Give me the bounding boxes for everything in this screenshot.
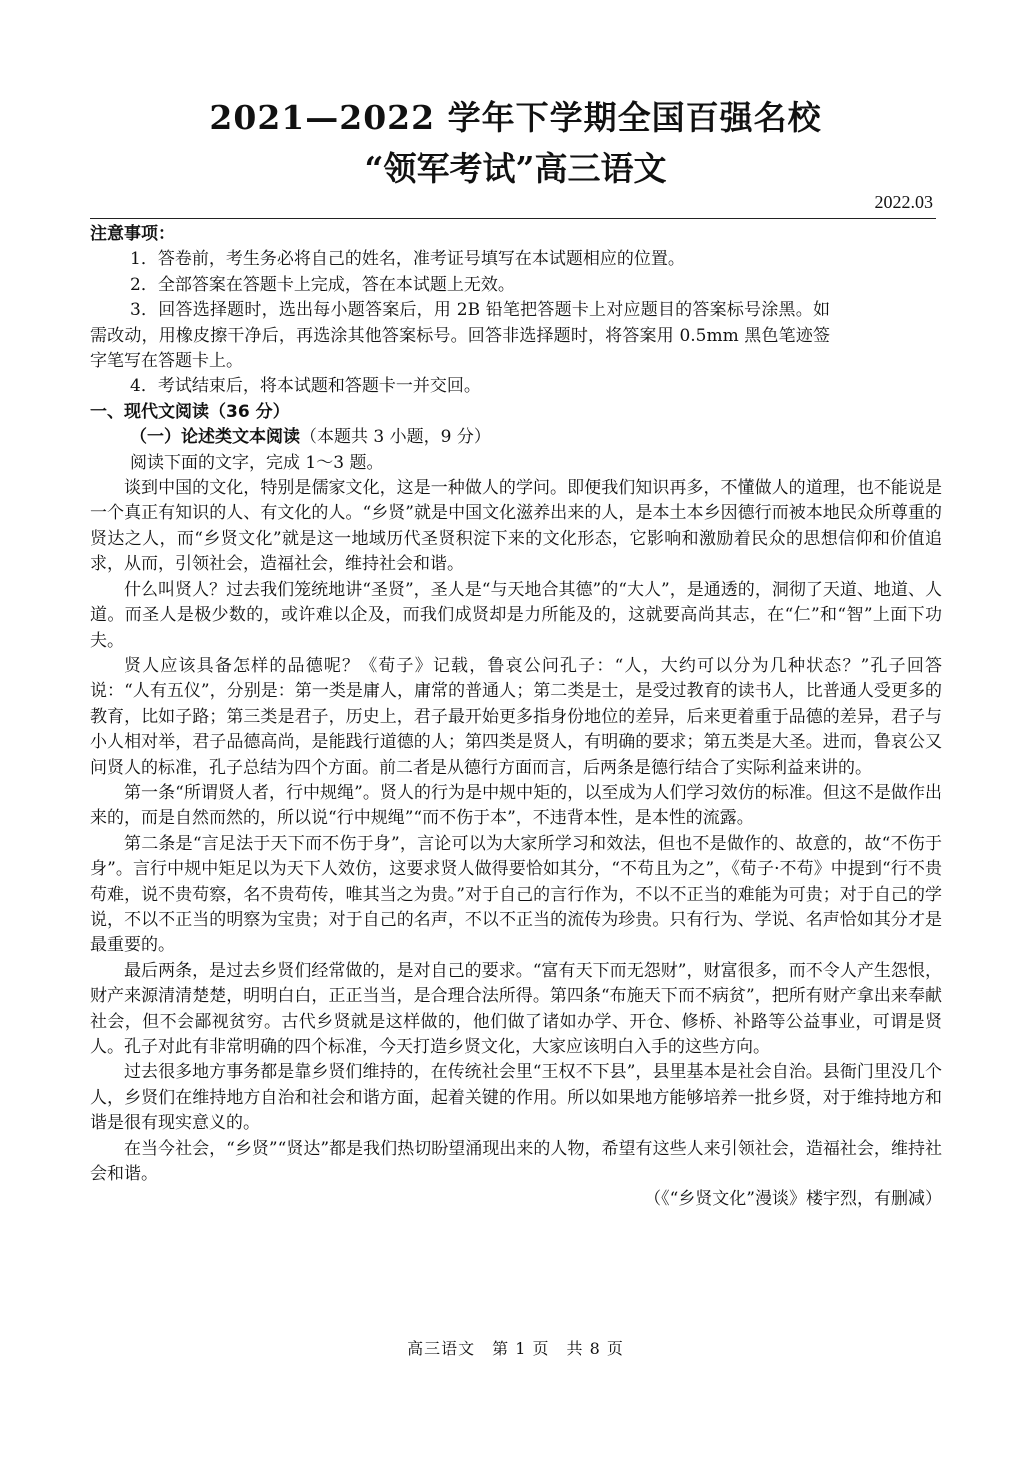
reading-instruction: 阅读下面的文字，完成 1～3 题。 (130, 452, 384, 473)
notice-heading: 注意事项： (90, 224, 175, 244)
article-source: （《“乡贤文化”漫谈》楼宇烈，有删减） (644, 1189, 942, 1210)
exam-content (90, 222, 942, 1213)
article-paragraph: 最后两条，是过去乡贤们经常做的，是对自己的要求。“富有天下而无怨财”，财富很多，而不令人产生怨恨，财产来源清清楚楚，明明白白，正正当当，是合理合法所得。第四条“布施天下而不病贫”，把所有财产拿出来奉献社会，但不会鄙视贫穷。古代乡贤就是这样做的，他们做了诸如办学、开仓、修桥、补路等公益事业，可谓是贤人。孔子对此有非常明确的四个标准，今天打造乡贤文化，大家应该明白入手的这些方向。 (90, 960, 942, 1057)
header-divider (90, 218, 936, 219)
article-paragraph: 第二条是“言足法于天下而不伤于身”，言论可以为大家所学习和效法，但也不是做作的、故意的，故“不伤于身”。言行中规中矩足以为天下人效仿，这要求贤人做得要恰如其分，“不苟且为之”，《荀子·不苟》中提到“行不贵苟难，说不贵苟察，名不贵苟传，唯其当之为贵。”对于自己的言行作为，不以不正当的难能为可贵；对于自己的学说，不以不正当的明察为宝贵；对于自己的名声，不以不正当的流传为珍贵。只有行为、学说、名声恰如其分才是最重要的。 (90, 833, 942, 956)
exam-title: 2021—2022 学年下学期全国百强名校 (209, 98, 822, 137)
notice-item-4: 4．考试结束后，将本试题和答题卡一并交回。 (130, 376, 481, 397)
article-paragraph: 在当今社会，“乡贤”“贤达”都是我们热切盼望涌现出来的人物，希望有这些人来引领社会，造福社会，维持社会和谐。 (90, 1138, 942, 1185)
subsection-heading (90, 425, 942, 450)
notice-item-1: 1．答卷前，考生务必将自己的姓名，准考证号填写在本试题相应的位置。 (130, 249, 685, 270)
article-paragraph: 什么叫贤人？过去我们笼统地讲“圣贤”，圣人是“与天地合其德”的“大人”，是通透的，洞彻了天道、地道、人道。而圣人是极少数的，或许难以企及，而我们成贤却是力所能及的，这就要高尚其志，在“仁”和“智”上面下功夫。 (90, 579, 942, 651)
notice-item-3: 3．回答选择题时，选出每小题答案后，用 2B 铅笔把答题卡上对应题目的答案标号涂黑。如需改动，用橡皮擦干净后，再选涂其他答案标号。回答非选择题时，将答案用 0.5mm 黑色笔迹签字笔写在答题卡上。 (90, 300, 830, 372)
exam-date: 2022.03 (874, 192, 933, 212)
page-footer: 高三语文 第 1 页 共 8 页 (407, 1339, 624, 1358)
article-paragraph: 第一条“所谓贤人者，行中规绳”。贤人的行为是中规中矩的，以至成为人们学习效仿的标准。但这不是做作出来的，而是自然而然的，所以说“行中规绳”“而不伤于本”，不违背本性，是本性的流露。 (90, 782, 942, 829)
section-heading: 一、现代文阅读（36 分） (90, 401, 290, 422)
notice-item-2: 2．全部答案在答题卡上完成，答在本试题上无效。 (130, 274, 515, 295)
article-paragraph: 过去很多地方事务都是靠乡贤们维持的，在传统社会里“王权不下县”，县里基本是社会自治。县衙门里没几个人，乡贤们在维持地方自治和社会和谐方面，起着关键的作用。所以如果地方能够培养一批乡贤，对于维持地方和谐是很有现实意义的。 (90, 1062, 942, 1134)
subsection-title: （一）论述类文本阅读 (130, 427, 300, 448)
article-paragraph: 贤人应该具备怎样的品德呢？《荀子》记载，鲁哀公问孔子：“人，大约可以分为几种状态？”孔子回答说：“人有五仪”，分别是：第一类是庸人，庸常的普通人；第二类是士，是受过教育的读书人，比普通人受更多的教育，比如子路；第三类是君子，历史上，君子最开始更多指身份地位的差异，后来更着重于品德的差异，君子与小人相对举，君子品德高尚，是能践行道德的人；第四类是贤人，有明确的要求；第五类是大圣。进而，鲁哀公又问贤人的标准，孔子总结为四个方面。前二者是从德行方面而言，后两条是德行结合了实际利益来讲的。 (90, 655, 942, 778)
subsection-note: （本题共 3 小题，9 分） (300, 427, 491, 448)
article-paragraph: 谈到中国的文化，特别是儒家文化，这是一种做人的学问。即便我们知识再多，不懂做人的道理，也不能说是一个真正有知识的人、有文化的人。“乡贤”就是中国文化滋养出来的人，是本土本乡因德行而被本地民众所尊重的贤达之人，而“乡贤文化”就是这一地域历代圣贤积淀下来的文化形态，它影响和激励着民众的思想信仰和价值追求，从而，引领社会，造福社会，维持社会和谐。 (90, 478, 942, 575)
exam-subtitle: “领军考试”高三语文 (364, 149, 667, 188)
